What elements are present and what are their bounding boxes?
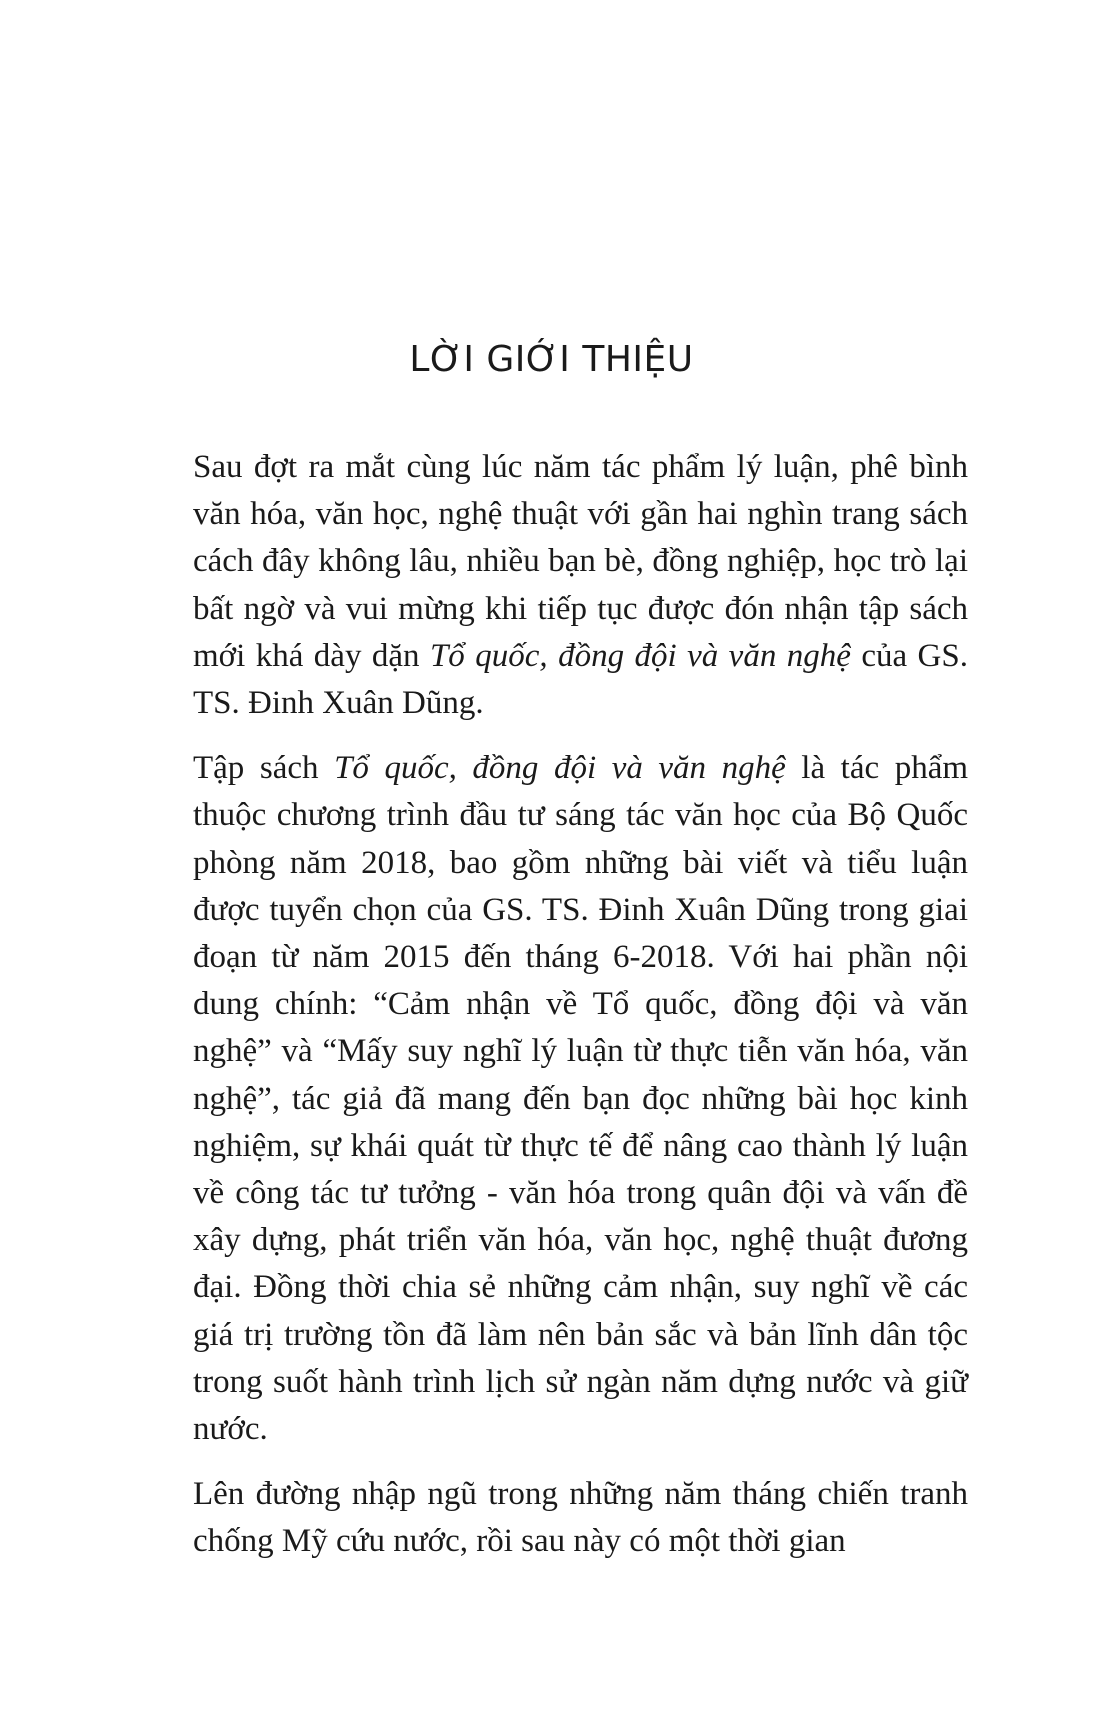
paragraph-2 <box>193 745 968 1453</box>
paragraph-1 <box>193 444 968 727</box>
paragraph-2-text-a: Tập sách <box>193 750 335 787</box>
paragraph-2-text-b: là tác phẩm thuộc chương trình đầu tư sáng tác văn học của Bộ Quốc phòng năm 2018, bao gồm những bài viết và tiểu luận được tuyển chọn của GS. TS. Đinh Xuân Dũng trong giai đoạn từ năm 2015 đến tháng 6-2018. Với hai phần nội dung chính: “Cảm nhận về Tổ quốc, đồng đội và văn nghệ” và “Mấy suy nghĩ lý luận từ thực tiễn văn hóa, văn nghệ”, tác giả đã mang đến bạn đọc những bài học kinh nghiệm, sự khái quát từ thực tế để nâng cao thành lý luận về công tác tư tưởng - văn hóa trong quân đội và vấn đề xây dựng, phát triển văn hóa, văn học, nghệ thuật đương đại. Đồng thời chia sẻ những cảm nhận, suy nghĩ về các giá trị trường tồn đã làm nên bản sắc và bản lĩnh dân tộc trong suốt hành trình lịch sử ngàn năm dựng nước và giữ nước. <box>193 750 969 1448</box>
paragraph-3-text: Lên đường nhập ngũ trong những năm tháng chiến tranh chống Mỹ cứu nước, rồi sau này có một thời gian <box>193 1476 968 1560</box>
book-title-italic: Tổ quốc, đồng đội và văn nghệ <box>429 637 851 674</box>
body-text <box>193 444 968 1584</box>
page-title: LỜI GIỚI THIỆU <box>409 339 694 380</box>
paragraph-1-text-b: của GS. TS. Đinh Xuân Dũng. <box>193 637 968 722</box>
paragraph-1-text-a: Sau đợt ra mắt cùng lúc năm tác phẩm lý luận, phê bình văn hóa, văn học, nghệ thuật với gần hai nghìn trang sách cách đây không lâu, nhiều bạn bè, đồng nghiệp, học trò lại bất ngờ và vui mừng khi tiếp tục được đón nhận tập sách mới khá dày dặn <box>193 449 968 674</box>
paragraph-3 <box>193 1471 968 1565</box>
book-title-italic: Tổ quốc, đồng đội và văn nghệ <box>334 750 786 787</box>
